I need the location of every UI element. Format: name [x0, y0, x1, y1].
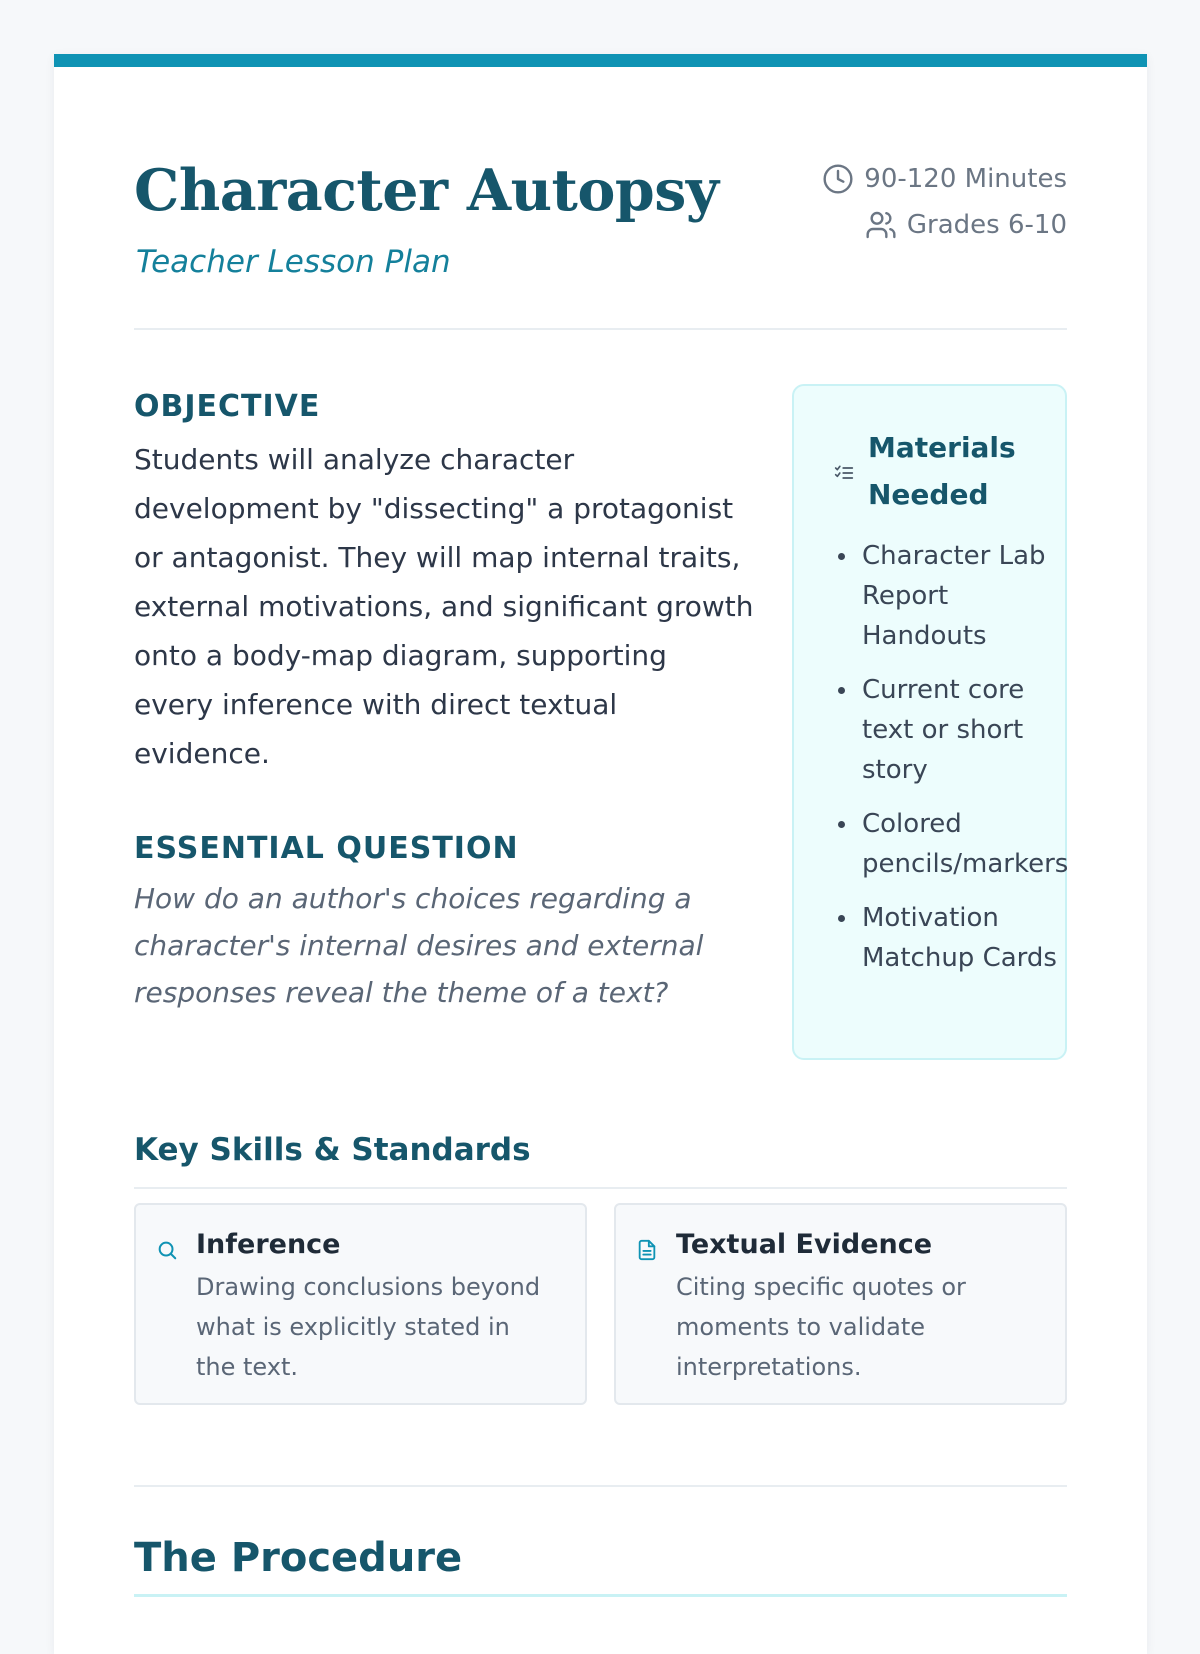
materials-item: Current core text or short story — [834, 670, 1066, 790]
materials-heading: Materials Needed — [868, 431, 1016, 511]
lesson-plan-card — [54, 54, 1147, 1654]
skill-description: Drawing conclusions beyond what is explicitly stated in the text. — [196, 1273, 541, 1381]
document-icon — [636, 1239, 658, 1265]
skill-card-textual-evidence — [614, 1203, 1067, 1405]
skills-divider — [134, 1187, 1067, 1189]
essential-question-heading: ESSENTIAL QUESTION — [134, 831, 519, 866]
materials-item: Character Lab Report Handouts — [834, 536, 1066, 656]
skills-heading: Key Skills & Standards — [134, 1132, 531, 1168]
duration-meta — [822, 163, 1067, 195]
procedure-divider — [134, 1485, 1067, 1487]
grades-meta — [865, 209, 1067, 241]
materials-item: Colored pencils/markers — [834, 804, 1066, 884]
skill-card-inference — [134, 1203, 587, 1405]
essential-question-text: How do an author's choices regarding a character's internal desires and external responses reveal the theme of a text? — [134, 882, 704, 1009]
users-icon — [865, 209, 897, 241]
skill-description: Citing specific quotes or moments to validate interpretations. — [676, 1273, 966, 1381]
duration-text: 90-120 Minutes — [864, 164, 1067, 194]
header-divider — [134, 328, 1067, 330]
materials-list — [834, 536, 1069, 992]
materials-item: Motivation Matchup Cards — [834, 898, 1066, 978]
skill-title: Inference — [196, 1229, 341, 1260]
page-subtitle: Teacher Lesson Plan — [136, 244, 451, 280]
search-icon — [156, 1239, 178, 1265]
materials-box — [792, 384, 1067, 1060]
procedure-heading: The Procedure — [134, 1535, 463, 1581]
procedure-underline — [134, 1594, 1067, 1597]
grades-text: Grades 6-10 — [906, 210, 1067, 240]
objective-text: Students will analyze character development by "dissecting" a protagonist or antagonist. They will map internal traits, external motivations, and significant growth onto a body-map diagram, supporting every inference with direct textual evidence. — [134, 443, 754, 770]
page-title: Character Autopsy — [134, 157, 719, 224]
clock-icon — [822, 163, 854, 195]
objective-heading: OBJECTIVE — [134, 389, 321, 424]
skill-title: Textual Evidence — [676, 1229, 933, 1260]
checklist-icon — [834, 463, 854, 487]
